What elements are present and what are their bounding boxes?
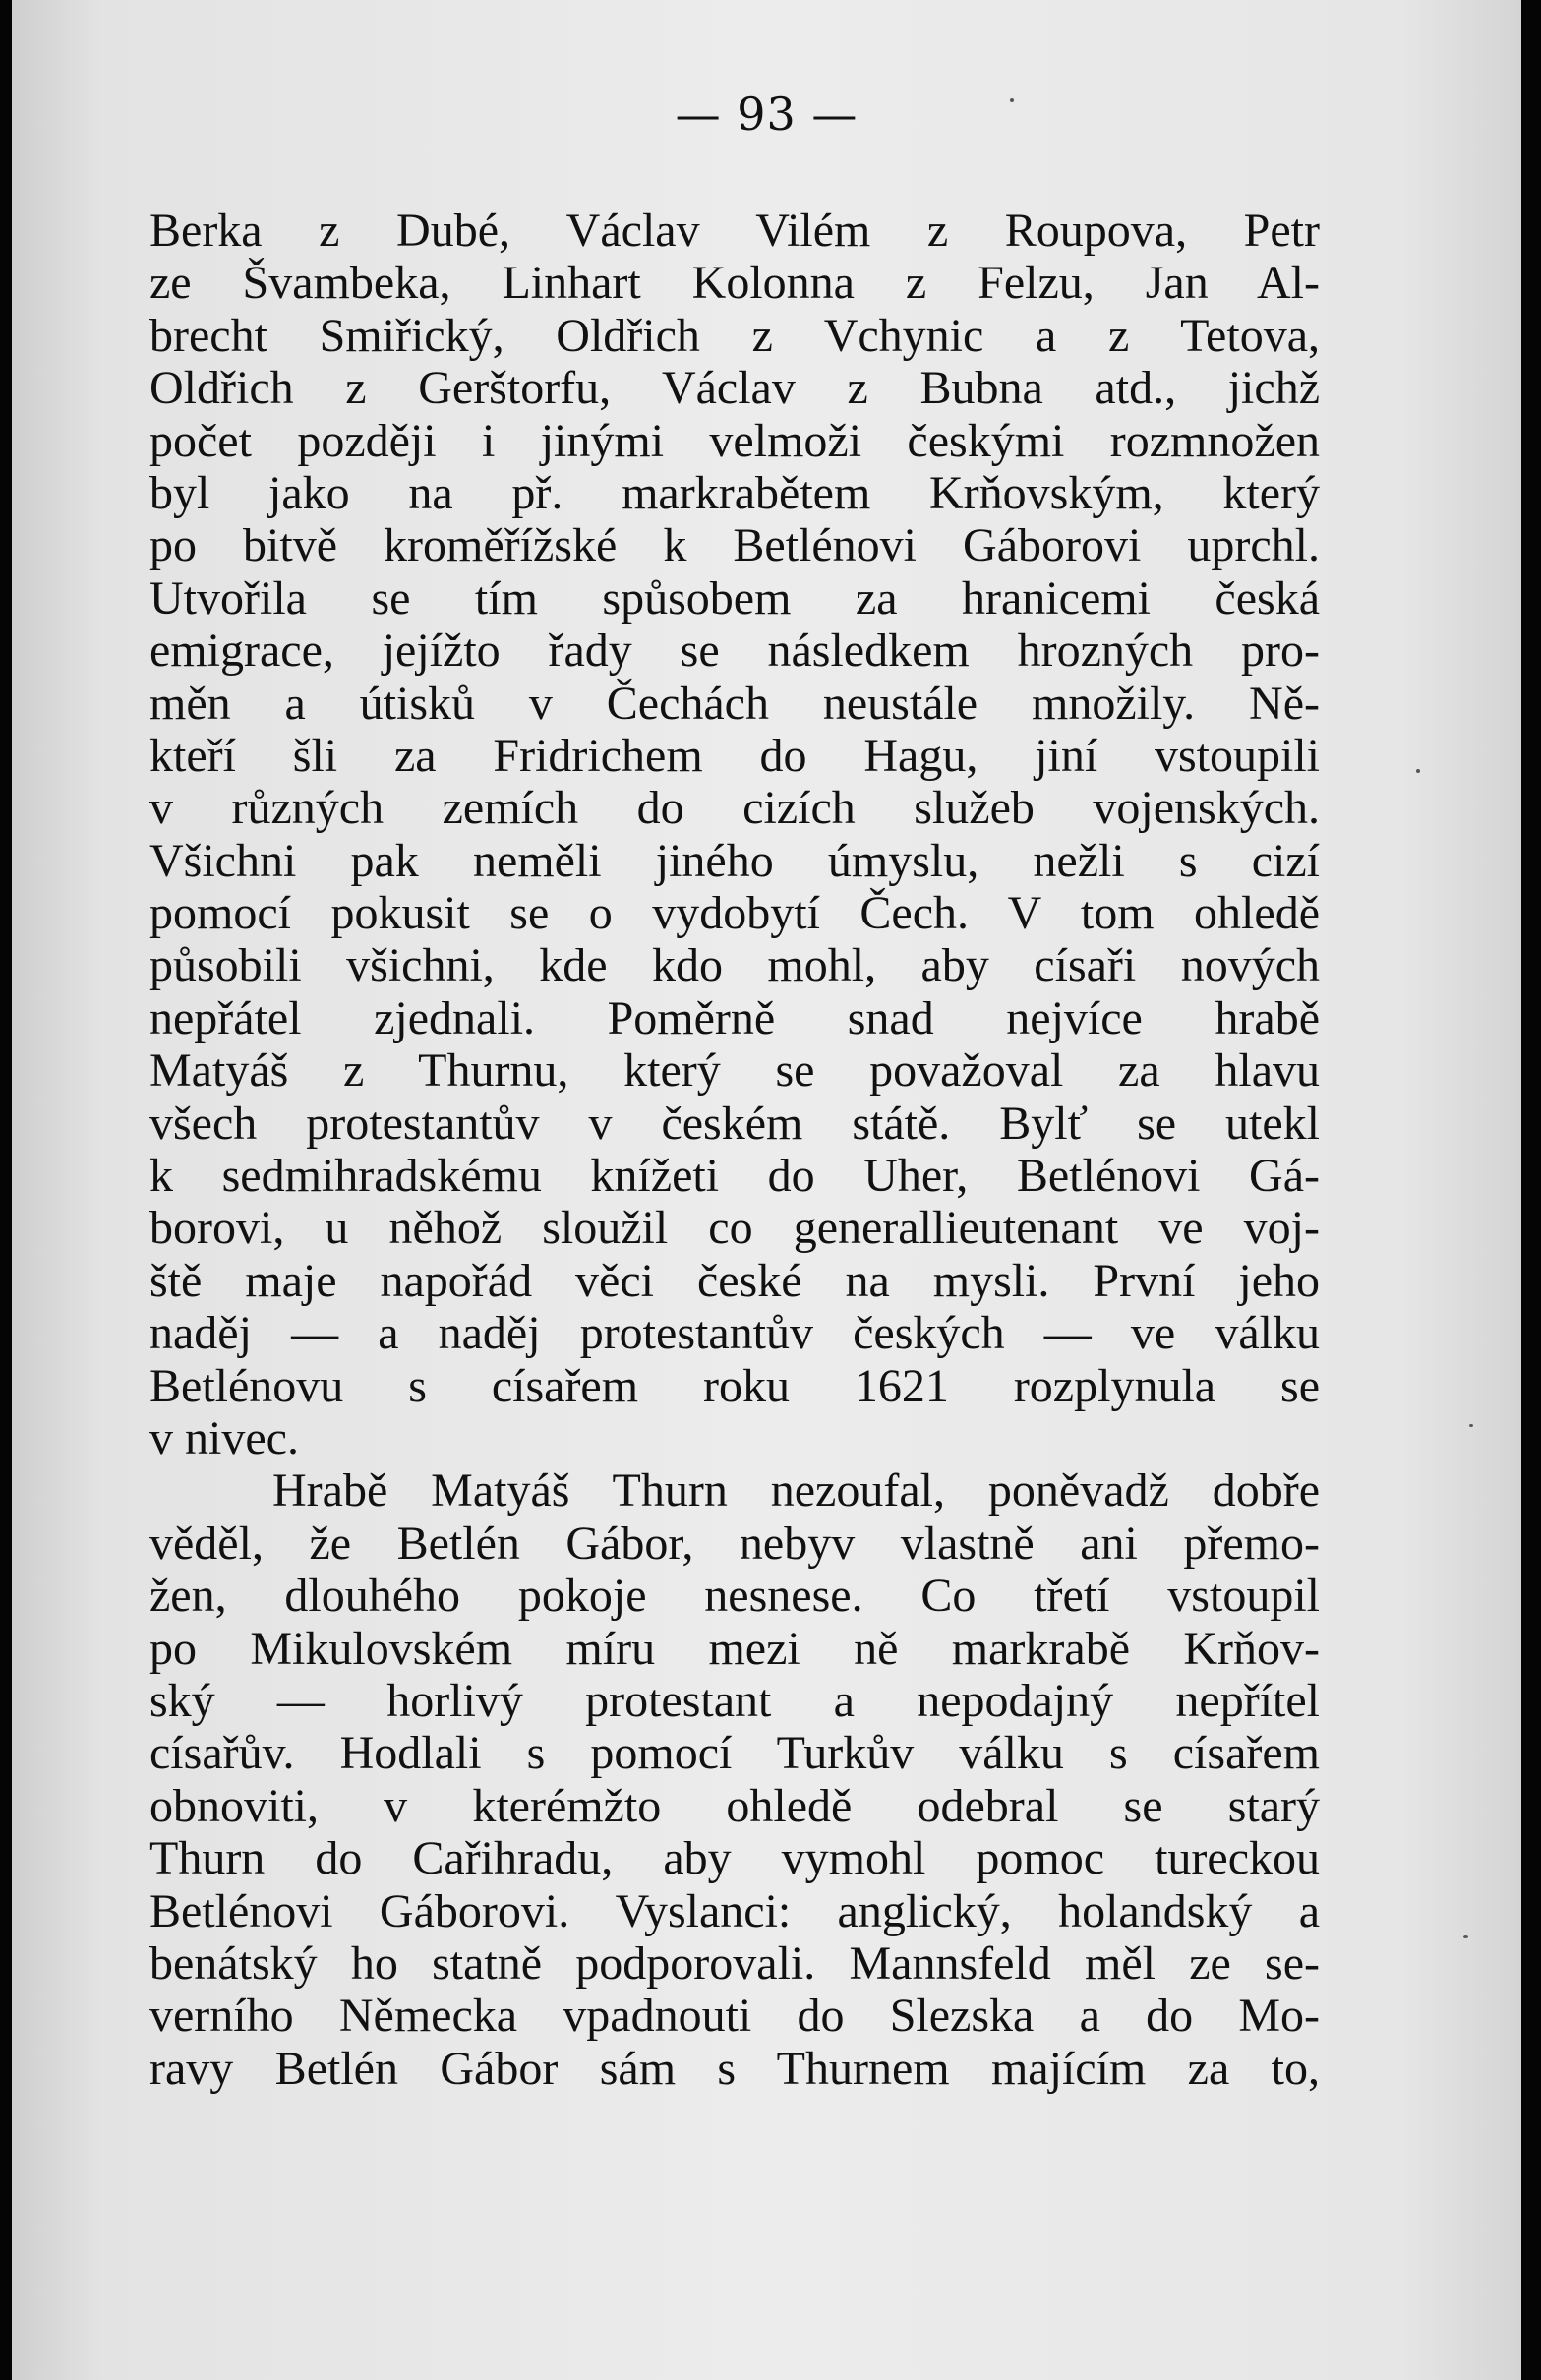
text-line: ravy Betlén Gábor sám s Thurnem majícím za to, <box>149 2042 1320 2095</box>
text-line: Matyáš z Thurnu, který se považoval za hlavu <box>149 1044 1320 1098</box>
text-line: obnoviti, v kterémžto ohledě odebral se starý <box>149 1779 1320 1832</box>
text-line: počet později i jinými velmoži českými rozmnožen <box>149 414 1320 467</box>
text-line: naděj — a naděj protestantův českých — ve válku <box>149 1307 1320 1360</box>
body-text <box>149 205 1320 2095</box>
text-line: verního Německa vpadnouti do Slezska a do Mo- <box>149 1990 1320 2043</box>
text-line: Oldřich z Gerštorfu, Václav z Bubna atd., jichž <box>149 362 1320 415</box>
text-line: kteří šli za Fridrichem do Hagu, jiní vstoupili <box>149 729 1320 782</box>
text-line: ze Švambeka, Linhart Kolonna z Felzu, Jan Al- <box>149 257 1320 310</box>
text-line: Betlénovu s císařem roku 1621 rozplynula se <box>149 1359 1320 1412</box>
print-speck <box>1463 1935 1468 1938</box>
text-line: všech protestantův v českém státě. Bylť se utekl <box>149 1097 1320 1150</box>
text-line: žen, dlouhého pokoje nesnese. Co třetí vstoupil <box>149 1570 1320 1623</box>
print-speck <box>1010 98 1014 102</box>
text-line: Utvořila se tím spůsobem za hranicemi česká <box>149 571 1320 625</box>
text-line: ště maje napořád věci české na mysli. První jeho <box>149 1254 1320 1307</box>
text-line: Berka z Dubé, Václav Vilém z Roupova, Petr <box>149 205 1320 257</box>
text-line: k sedmihradskému knížeti do Uher, Betlénovi Gá- <box>149 1150 1320 1203</box>
text-line: pomocí pokusit se o vydobytí Čech. V tom ohledě <box>149 887 1320 940</box>
text-line: Betlénovi Gáborovi. Vyslanci: anglický, holandský a <box>149 1884 1320 1937</box>
paragraph-start-line: Hrabě Matyáš Thurn nezoufal, poněvadž dobře <box>272 1464 1320 1517</box>
text-line: emigrace, jejížto řady se následkem hrozných pro- <box>149 625 1320 678</box>
page-number: — 93 — <box>675 88 859 141</box>
text-line: působili všichni, kde kdo mohl, aby císaři nových <box>149 939 1320 992</box>
text-line: v různých zemích do cizích služeb vojenských. <box>149 782 1320 835</box>
text-line: Všichni pak neměli jiného úmyslu, nežli s cizí <box>149 834 1320 887</box>
paragraph-end-line: v nivec. <box>149 1411 299 1464</box>
text-line: nepřátel zjednali. Poměrně snad nejvíce hrabě <box>149 991 1320 1044</box>
text-line: borovi, u něhož sloužil co generallieutenant ve voj- <box>149 1202 1320 1255</box>
print-speck <box>1469 1424 1473 1427</box>
text-line: císařův. Hodlali s pomocí Turkův válku s císařem <box>149 1727 1320 1780</box>
text-line: byl jako na př. markrabětem Krňovským, který <box>149 466 1320 519</box>
text-line: ský — horlivý protestant a nepodajný nepřítel <box>149 1674 1320 1727</box>
text-line: věděl, že Betlén Gábor, nebyv vlastně ani přemo- <box>149 1517 1320 1570</box>
print-speck <box>1416 769 1420 773</box>
text-line: po Mikulovském míru mezi ně markrabě Krňov- <box>149 1622 1320 1675</box>
text-line: Thurn do Cařihradu, aby vymohl pomoc tureckou <box>149 1832 1320 1885</box>
paper-sheet <box>12 0 1521 2380</box>
text-line: měn a útisků v Čechách neustále množily. Ně- <box>149 677 1320 730</box>
text-line: brecht Smiřický, Oldřich z Vchynic a z Tetova, <box>149 309 1320 362</box>
text-line: benátský ho statně podporovali. Mannsfeld měl ze se- <box>149 1936 1320 1990</box>
text-line: po bitvě kroměřížské k Betlénovi Gáborovi uprchl. <box>149 519 1320 572</box>
